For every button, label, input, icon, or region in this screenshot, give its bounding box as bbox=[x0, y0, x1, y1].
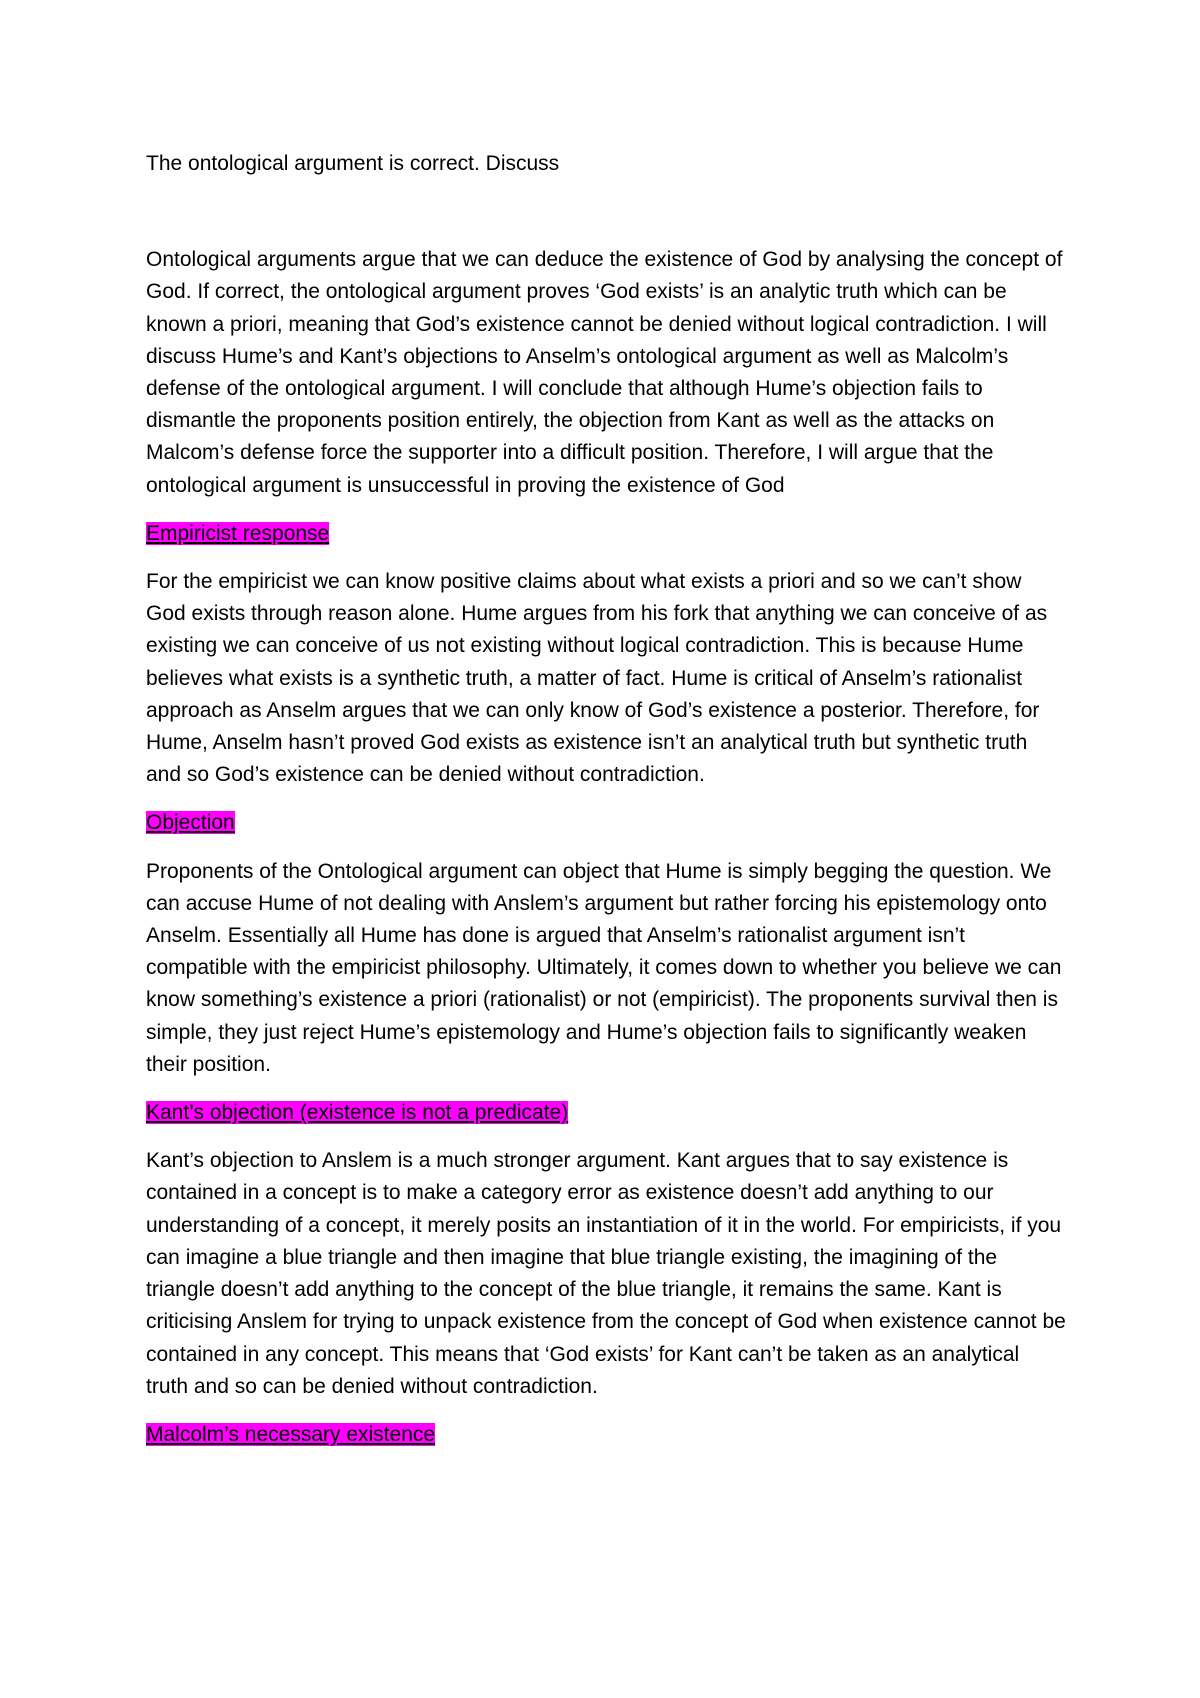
highlighted-heading-text: Objection bbox=[146, 811, 235, 835]
intro-paragraph: Ontological arguments argue that we can deduce the existence of God by analysing the concept of God. If correct, the ontological argument proves ‘God exists’ is an analytic truth which can be known a priori, meaning that God’s existence cannot be denied without logical contradiction. I will discuss Hume’s and Kant’s objections to Anselm’s ontological argument as well as Malcolm’s defense of the ontological argument. I will conclude that although Hume’s objection fails to dismantle the proponents position entirely, the objection from Kant as well as the attacks on Malcom’s defense force the supporter into a difficult position. Therefore, I will argue that the ontological argument is unsuccessful in proving the existence of God bbox=[146, 248, 1063, 497]
section-heading-malcolm bbox=[146, 1419, 1066, 1451]
section-heading-objection bbox=[146, 807, 1066, 839]
highlighted-heading-text: Malcolm’s necessary existence bbox=[146, 1422, 436, 1446]
kant-paragraph: Kant’s objection to Anslem is a much stronger argument. Kant argues that to say existence is contained in a concept is to make a category error as existence doesn’t add anything to our understanding of a concept, it merely posits an instantiation of it in the world. For empiricists, if you can imagine a blue triangle and then imagine that blue triangle existing, the imagining of the triangle doesn’t add anything to the concept of the blue triangle, it remains the same. Kant is criticising Anslem for trying to unpack existence from the concept of God when existence cannot be contained in any concept. This means that ‘God exists’ for Kant can’t be taken as an analytical truth and so can be denied without contradiction. bbox=[146, 1149, 1066, 1398]
document-content bbox=[146, 148, 1066, 1467]
highlighted-heading-text: Kant’s objection (existence is not a predicate) bbox=[146, 1101, 569, 1125]
objection-paragraph: Proponents of the Ontological argument can object that Hume is simply begging the question. We can accuse Hume of not dealing with Anslem’s argument but rather forcing his epistemology onto Anselm. Essentially all Hume has done is argued that Anselm’s rationalist argument isn’t compatible with the empiricist philosophy. Ultimately, it comes down to whether you believe we can know something’s existence a priori (rationalist) or not (empiricist). The proponents survival then is simple, they just reject Hume’s epistemology and Hume’s objection fails to significantly weaken their position. bbox=[146, 859, 1062, 1076]
essay-title: The ontological argument is correct. Discuss bbox=[146, 152, 560, 175]
highlighted-heading-text: Empiricist response bbox=[146, 521, 330, 545]
section-heading-empiricist bbox=[146, 518, 1066, 550]
empiricist-paragraph: For the empiricist we can know positive claims about what exists a priori and so we can’t show God exists through reason alone. Hume argues from his fork that anything we can conceive of as existing we can conceive of us not existing without logical contradiction. This is because Hume believes what exists is a synthetic truth, a matter of fact. Hume is critical of Anselm’s rationalist approach as Anselm argues that we can only know of God’s existence a posterior. Therefore, for Hume, Anselm hasn’t proved God exists as existence isn’t an analytical truth but synthetic truth and so God’s existence can be denied without contradiction. bbox=[146, 570, 1048, 787]
section-heading-kant bbox=[146, 1097, 1066, 1129]
